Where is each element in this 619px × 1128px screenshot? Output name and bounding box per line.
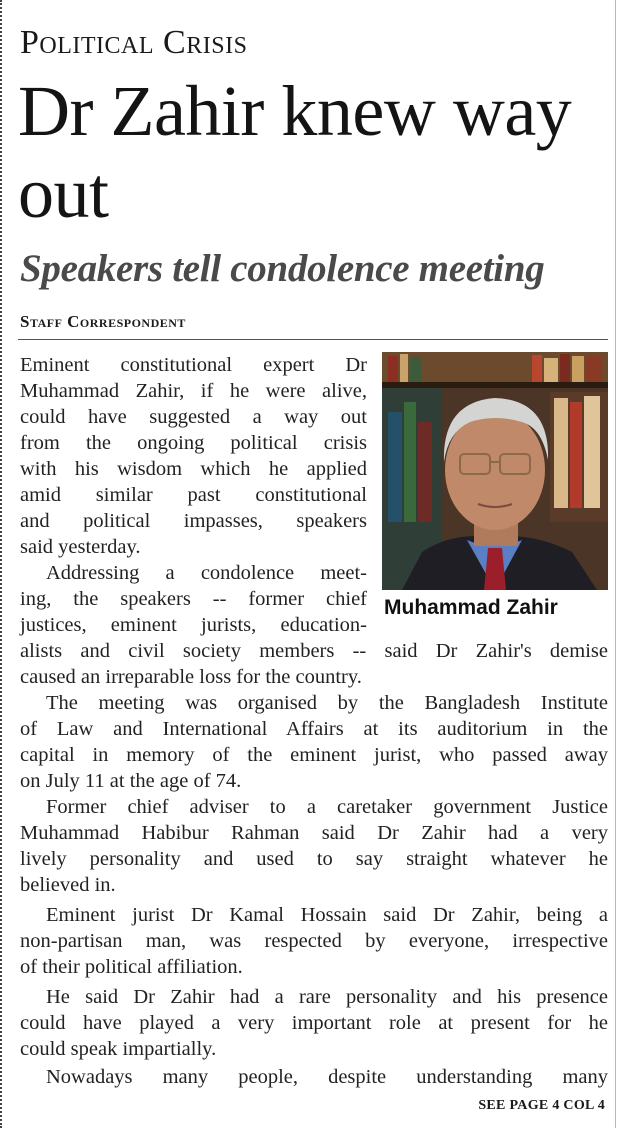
body-line: from the ongoing political crisis xyxy=(20,432,367,454)
continuation-note: SEE PAGE 4 COL 4 xyxy=(478,1098,605,1113)
body-line: Eminent jurist Dr Kamal Hossain said Dr Zahir, being a xyxy=(46,904,608,926)
body-line: believed in. xyxy=(20,874,116,896)
body-line: of their political affiliation. xyxy=(20,956,243,978)
subheadline: Speakers tell condolence meeting xyxy=(20,247,545,290)
body-line: He said Dr Zahir had a rare personality and his presence xyxy=(46,986,608,1008)
body-line: Muhammad Zahir, if he were alive, xyxy=(20,380,367,402)
body-line: The meeting was organised by the Bangladesh Institute xyxy=(46,692,608,714)
column-rule xyxy=(615,0,616,1128)
body-line: could speak impartially. xyxy=(20,1038,217,1060)
body-line: capital in memory of the eminent jurist, who passed away xyxy=(20,744,608,766)
body-line: alists and civil society members -- said Dr Zahir's demise xyxy=(20,640,608,662)
body-line: Muhammad Habibur Rahman said Dr Zahir had a very xyxy=(20,822,608,844)
body-line: said yesterday. xyxy=(20,536,141,558)
body-line: of Law and International Affairs at its auditorium in the xyxy=(20,718,608,740)
body-line: Addressing a condolence meet- xyxy=(46,562,367,584)
body-line: amid similar past constitutional xyxy=(20,484,367,506)
body-line: on July 11 at the age of 74. xyxy=(20,770,242,792)
body-line: non-partisan man, was respected by everyone, irrespective xyxy=(20,930,608,952)
body-line: and political impasses, speakers xyxy=(20,510,367,532)
body-line: could have suggested a way out xyxy=(20,406,367,428)
photo-caption: Muhammad Zahir xyxy=(384,596,558,619)
body-line: Former chief adviser to a caretaker government Justice xyxy=(46,796,608,818)
body-line: Eminent constitutional expert Dr xyxy=(20,354,367,376)
byline-divider xyxy=(18,339,608,340)
portrait-photo xyxy=(382,352,608,590)
body-line: caused an irreparable loss for the country. xyxy=(20,666,362,688)
body-line: Nowadays many people, despite understanding many xyxy=(46,1066,608,1088)
body-line: ing, the speakers -- former chief xyxy=(20,588,367,610)
body-line: could have played a very important role at present for he xyxy=(20,1012,608,1034)
byline: Staff Correspondent xyxy=(20,312,186,331)
body-line: justices, eminent jurists, education- xyxy=(20,614,367,636)
body-line: with his wisdom which he applied xyxy=(20,458,367,480)
headline: Dr Zahir knew way out xyxy=(18,71,572,233)
body-line: lively personality and used to say straight whatever he xyxy=(20,848,608,870)
kicker: Political Crisis xyxy=(20,24,248,61)
